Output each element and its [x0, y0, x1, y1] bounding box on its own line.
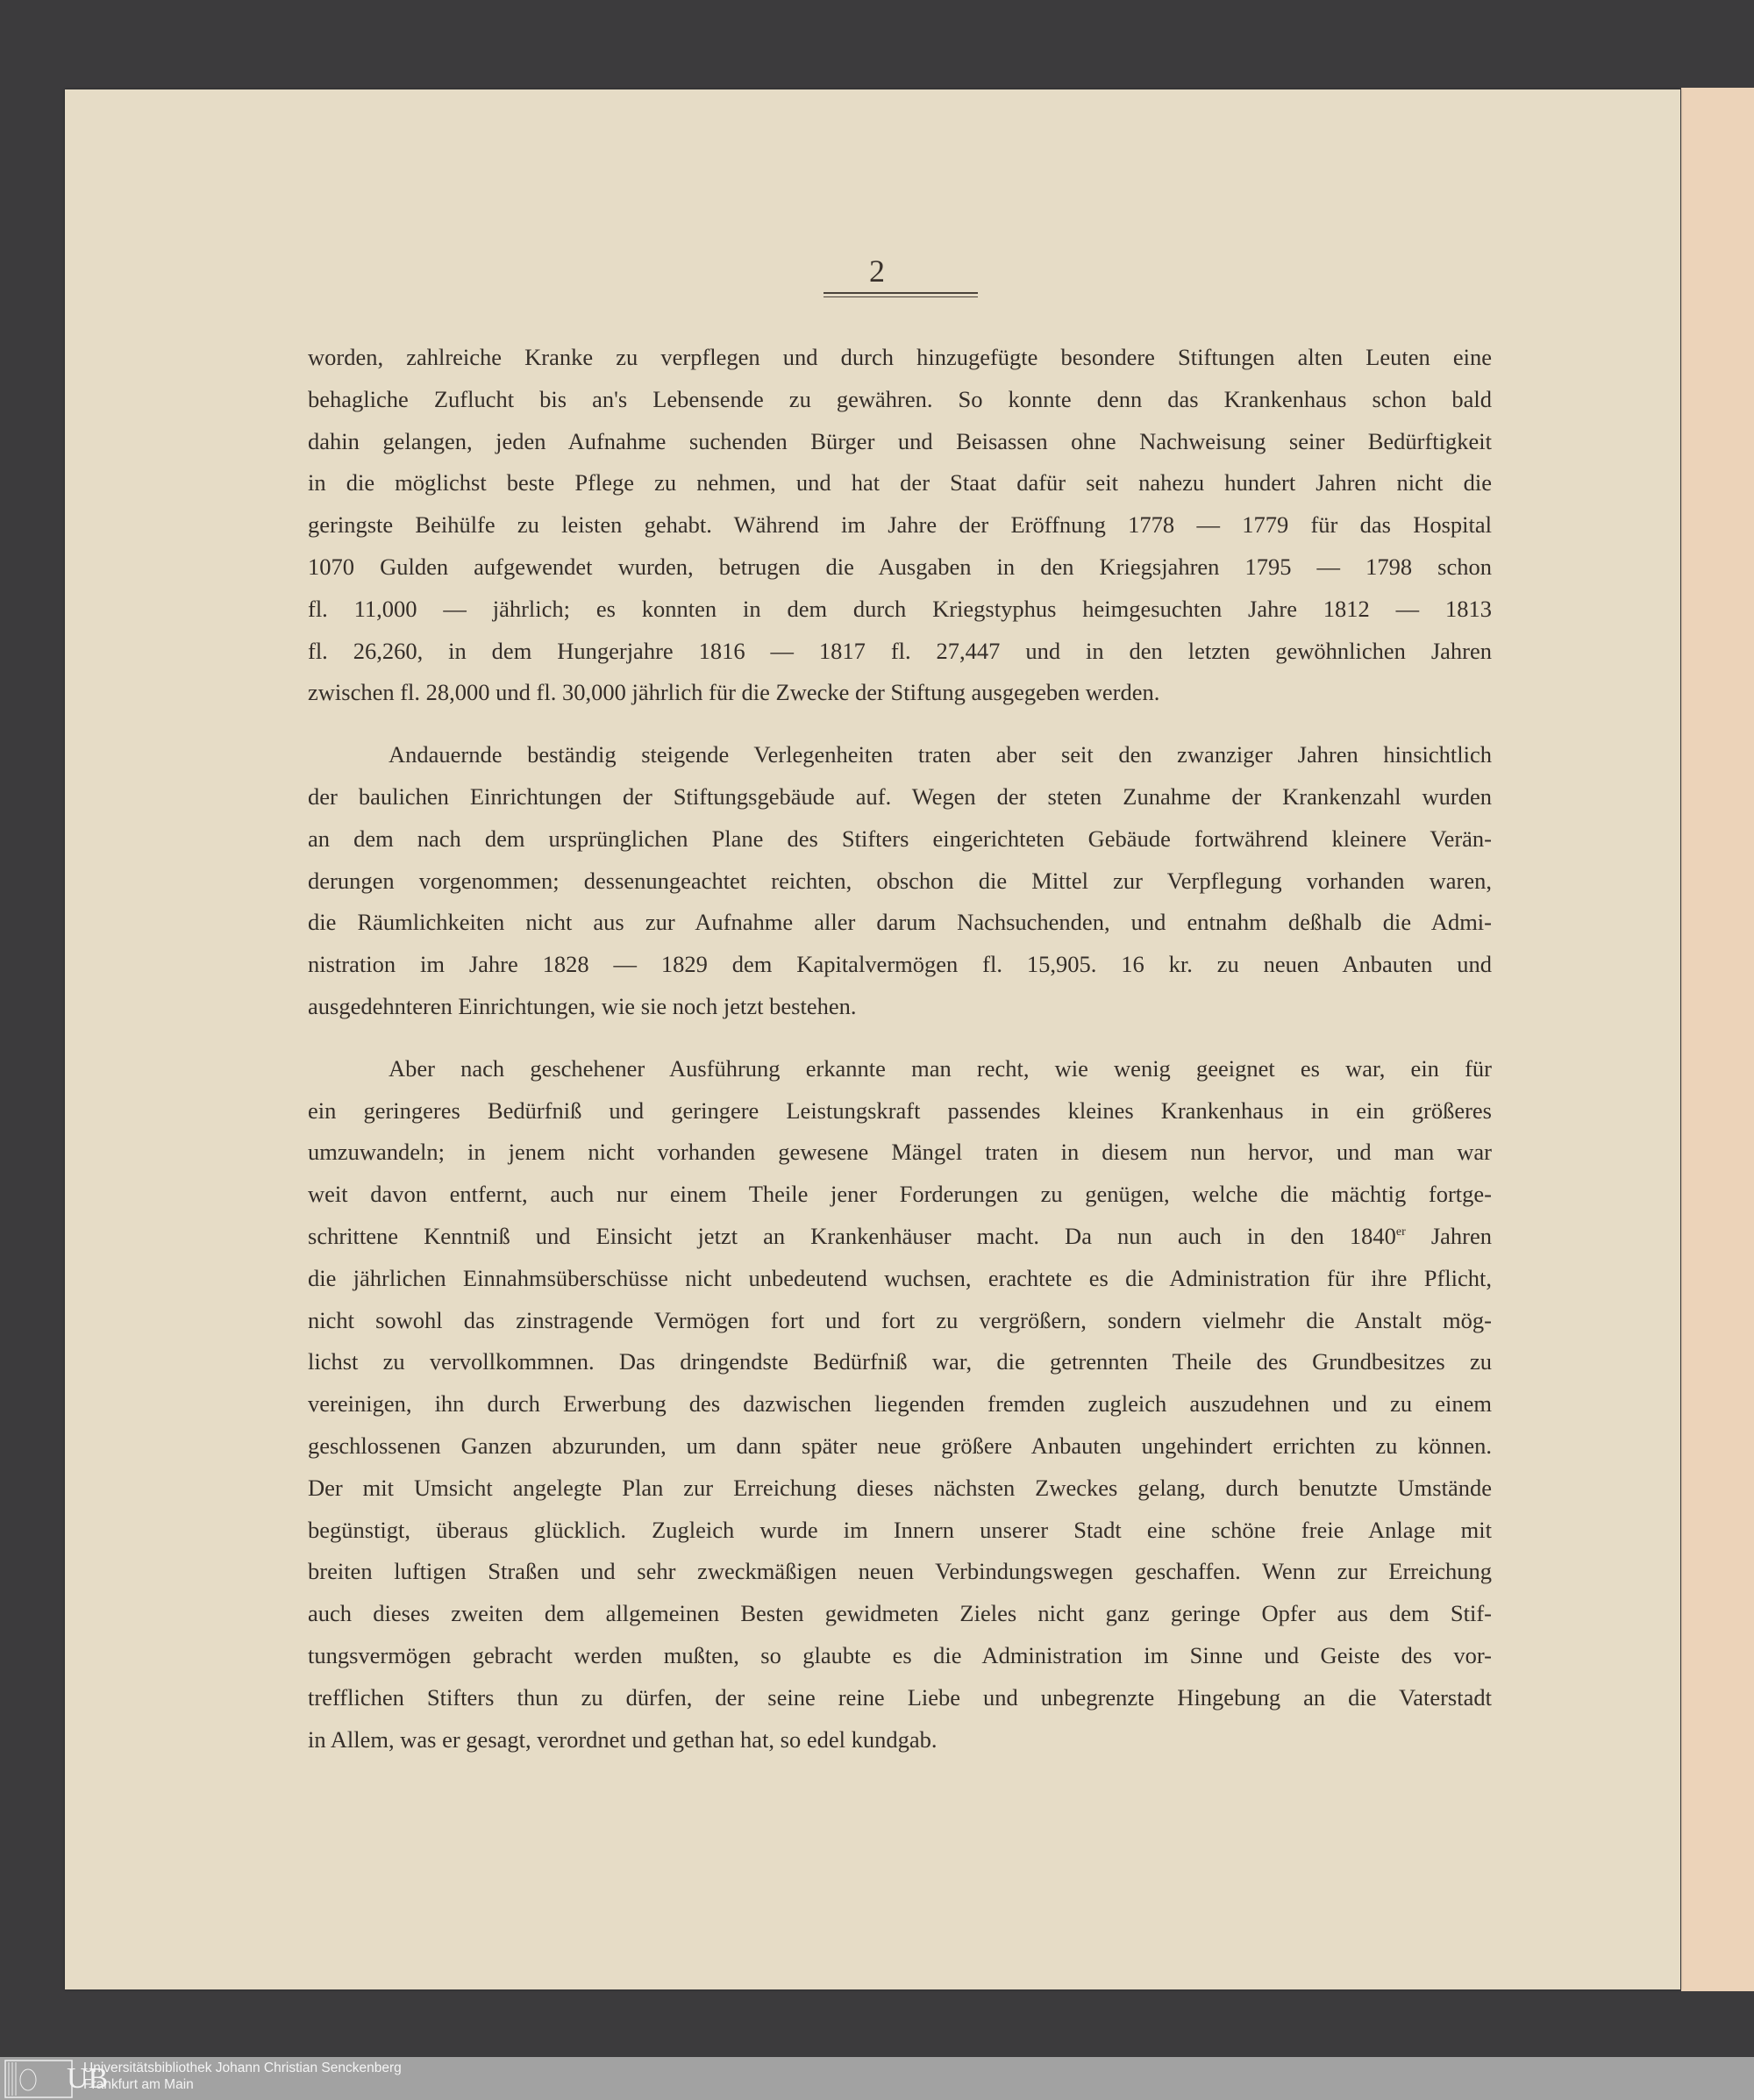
library-logo-icon: [4, 2059, 74, 2098]
library-name: Universitätsbibliothek Johann Christian Senckenberg: [83, 2061, 402, 2075]
text-line: die Räumlichkeiten nicht aus zur Aufnahme aller darum Nachsuchenden, und entnahm deßhalb die Admi-: [308, 909, 1492, 936]
paragraph: [308, 1048, 1492, 1761]
text-line: breiten luftigen Straßen und sehr zweckmäßigen neuen Verbindungswegen geschaffen. Wenn zur Erreichung: [308, 1558, 1492, 1585]
text-line: ein geringeres Bedürfniß und geringere Leistungskraft passendes kleines Krankenhaus in ein größeres: [308, 1096, 1492, 1124]
text-line: schrittene Kenntniß und Einsicht jetzt an Krankenhäuser macht. Da nun auch in den 1840er Jahren: [308, 1222, 1492, 1249]
header-rule: [824, 292, 978, 294]
body-text: [308, 337, 1492, 1781]
text-line: in Allem, was er gesagt, verordnet und gethan hat, so edel kundgab.: [308, 1725, 938, 1753]
logo-text: UB: [67, 2062, 109, 2095]
text-line: vereinigen, ihn durch Erwerbung des dazwischen liegenden fremden zugleich auszudehnen und zu einem: [308, 1390, 1492, 1418]
text-line: nicht sowohl das zinstragende Vermögen fort und fort zu vergrößern, sondern vielmehr die Anstalt mög-: [308, 1306, 1492, 1333]
library-location: Frankfurt am Main: [83, 2077, 194, 2092]
text-line: Der mit Umsicht angelegte Plan zur Erreichung dieses nächsten Zweckes gelang, durch benutzte Umstände: [308, 1474, 1492, 1501]
text-line: Andauernde beständig steigende Verlegenheiten traten aber seit den zwanziger Jahren hinsichtlich: [389, 741, 1492, 768]
text-line: an dem nach dem ursprünglichen Plane des Stifters eingerichteten Gebäude fortwährend kleinere Verän-: [308, 825, 1492, 852]
text-line: Aber nach geschehener Ausführung erkannte man recht, wie wenig geeignet es war, ein für: [389, 1054, 1492, 1082]
footer-bar: [0, 2057, 1754, 2100]
text-line: der baulichen Einrichtungen der Stiftungsgebäude auf. Wegen der steten Zunahme der Krankenzahl wurden: [308, 782, 1492, 810]
text-line: umzuwandeln; in jenem nicht vorhanden gewesene Mängel traten in diesem nun hervor, und man war: [308, 1139, 1492, 1166]
text-line: die jährlichen Einnahmsüberschüsse nicht unbedeutend wuchsen, erachtete es die Administration für ihre Pflicht,: [308, 1264, 1492, 1291]
text-line: in die möglichst beste Pflege zu nehmen, und hat der Staat dafür seit nahezu hundert Jahren nicht die: [308, 469, 1492, 496]
text-line: tungsvermögen gebracht werden mußten, so glaubte es die Administration im Sinne und Geiste des vor-: [308, 1641, 1492, 1668]
paragraph: [308, 734, 1492, 1028]
paragraph: [308, 337, 1492, 714]
header-rule-2: [824, 296, 978, 297]
adjacent-page-edge: [1681, 88, 1754, 1991]
text-line: zwischen fl. 28,000 und fl. 30,000 jährlich für die Zwecke der Stiftung ausgegeben werden.: [308, 679, 1160, 706]
library-credit: [83, 2060, 402, 2093]
text-line: derungen vorgenommen; dessenungeachtet reichten, obschon die Mittel zur Verpflegung vorhanden waren,: [308, 867, 1492, 894]
text-line: geringste Beihülfe zu leisten gehabt. Während im Jahre der Eröffnung 1778 — 1779 für das Hospital: [308, 511, 1492, 539]
text-line: auch dieses zweiten dem allgemeinen Besten gewidmeten Zieles nicht ganz geringe Opfer aus dem Stif-: [308, 1600, 1492, 1627]
text-line: dahin gelangen, jeden Aufnahme suchenden Bürger und Beisassen ohne Nachweisung seiner Bedürftigkeit: [308, 427, 1492, 454]
text-line: lichst zu vervollkommnen. Das dringendste Bedürfniß war, die getrennten Theile des Grundbesitzes zu: [308, 1348, 1492, 1375]
text-line: 1070 Gulden aufgewendet wurden, betrugen die Ausgaben in den Kriegsjahren 1795 — 1798 schon: [308, 553, 1492, 580]
text-line: trefflichen Stifters thun zu dürfen, der seine reine Liebe und unbegrenzte Hingebung an die Vaterstadt: [308, 1683, 1492, 1711]
text-line: ausgedehnteren Einrichtungen, wie sie noch jetzt bestehen.: [308, 992, 857, 1019]
text-line: weit davon entfernt, auch nur einem Theile jener Forderungen zu genügen, welche die mächtig fortge-: [308, 1181, 1492, 1208]
text-line: fl. 26,260, in dem Hungerjahre 1816 — 1817 fl. 27,447 und in den letzten gewöhnlichen Jahren: [308, 637, 1492, 664]
text-line: geschlossenen Ganzen abzurunden, um dann später neue größere Anbauten ungehindert errichten zu können.: [308, 1432, 1492, 1459]
text-line: begünstigt, überaus glücklich. Zugleich wurde im Innern unserer Stadt eine schöne freie Anlage mit: [308, 1516, 1492, 1543]
text-line: nistration im Jahre 1828 — 1829 dem Kapitalvermögen fl. 15,905. 16 kr. zu neuen Anbauten und: [308, 951, 1492, 978]
text-line: behagliche Zuflucht bis an's Lebensende zu gewähren. So konnte denn das Krankenhaus schon bald: [308, 385, 1492, 412]
page-number: 2: [869, 254, 885, 289]
text-line: fl. 11,000 — jährlich; es konnten in dem durch Kriegstyphus heimgesuchten Jahre 1812 — 1813: [308, 595, 1492, 622]
text-line: worden, zahlreiche Kranke zu verpflegen und durch hinzugefügte besondere Stiftungen alten Leuten eine: [308, 344, 1492, 370]
